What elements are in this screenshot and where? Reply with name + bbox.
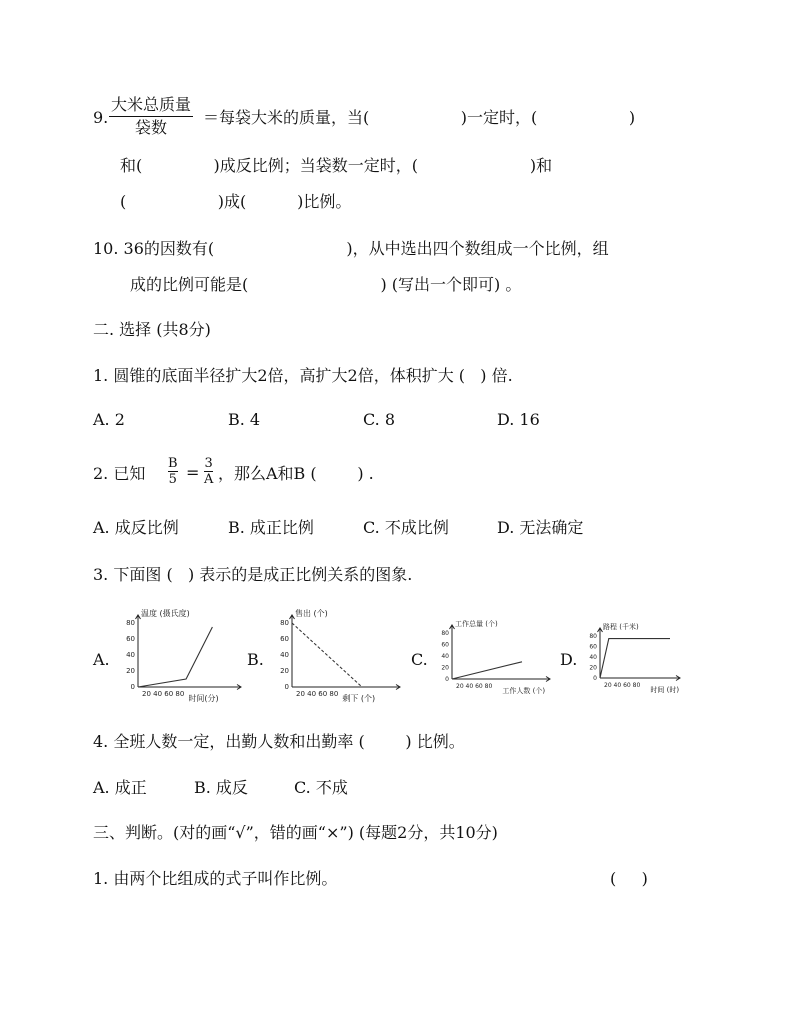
- graph-series-line: [452, 662, 522, 679]
- s2-q2-equals: =: [186, 463, 200, 482]
- x-axis-label: 时间(分): [188, 694, 219, 703]
- s2-q1-option-b: B. 4: [228, 410, 261, 429]
- x-axis-label: 时间 (时): [650, 686, 680, 694]
- graph-b: [272, 605, 412, 705]
- graph-a: [118, 605, 253, 705]
- s2-q2-fraction-1: [168, 456, 178, 487]
- q9-line1: ＝每袋大米的质量，当( )一定时，( ): [203, 108, 636, 127]
- s2-q1-option-c: C. 8: [363, 410, 396, 429]
- y-tick-label: 0: [593, 675, 597, 682]
- y-tick-label: 80: [441, 630, 449, 637]
- s2-q3-letter-b: B.: [247, 650, 264, 669]
- s2-q3-letter-c: C.: [411, 650, 428, 669]
- q9-fraction-numerator: 大米总质量: [109, 95, 193, 117]
- y-axis-label: 温度 (摄氏度): [141, 609, 190, 618]
- y-tick-label: 80: [280, 619, 289, 627]
- x-tick-labels: 20 40 60 80: [296, 690, 339, 698]
- s2-q2-option-d: D. 无法确定: [497, 518, 584, 537]
- s2-q3-letter-d: D.: [560, 650, 578, 669]
- y-tick-label: 80: [589, 633, 597, 640]
- x-tick-labels: 20 40 60 80: [142, 690, 185, 698]
- graph-c: [432, 615, 562, 697]
- y-tick-label: 60: [589, 643, 597, 651]
- s2-q2-fraction-1-den: 5: [168, 472, 177, 487]
- s2-q4-text: 4. 全班人数一定，出勤人数和出勤率 ( ) 比例。: [93, 732, 465, 751]
- y-tick-label: 20: [441, 664, 449, 672]
- s2-q4-option-b: B. 成反: [194, 778, 248, 797]
- y-axis-label: 售出 (个): [295, 609, 328, 618]
- x-axis-label: 工作人数 (个): [502, 687, 546, 695]
- graph-series-line: [292, 623, 362, 687]
- graph-series-line: [138, 627, 212, 687]
- q9-line2: 和( )成反比例；当袋数一定时，( )和: [120, 156, 553, 175]
- s2-q2-fraction-2: [204, 456, 213, 487]
- s3-q1-answer-blank[interactable]: ( ): [610, 869, 648, 888]
- y-tick-label: 0: [445, 676, 449, 683]
- x-tick-labels: 20 40 60 80: [456, 683, 493, 690]
- s2-q1-text: 1. 圆锥的底面半径扩大2倍，高扩大2倍，体积扩大 ( ) 倍.: [93, 366, 513, 385]
- y-tick-label: 60: [126, 635, 135, 643]
- s2-q2-fraction-2-den: A: [204, 472, 214, 487]
- graph-series-line: [600, 639, 670, 678]
- s2-q4-option-a: A. 成正: [93, 778, 147, 797]
- q10-line1: 10. 36的因数有( )，从中选出四个数组成一个比例，组: [93, 239, 609, 258]
- y-tick-label: 40: [280, 651, 289, 659]
- section2-title: 二. 选择 (共8分): [93, 320, 211, 339]
- s2-q3-letter-a: A.: [93, 650, 110, 669]
- y-tick-label: 0: [130, 683, 135, 691]
- x-axis-label: 剩下 (个): [342, 694, 376, 703]
- y-tick-label: 40: [589, 654, 597, 661]
- y-tick-label: 20: [126, 667, 135, 675]
- y-tick-label: 40: [126, 651, 135, 659]
- y-tick-label: 0: [284, 683, 289, 691]
- y-axis-label: 路程 (千米): [603, 623, 639, 631]
- y-tick-label: 20: [589, 664, 597, 672]
- y-tick-label: 20: [280, 667, 289, 675]
- graph-d: [580, 618, 692, 696]
- q9-line3: ( )成( )比例。: [120, 192, 352, 211]
- s2-q4-option-c: C. 不成: [294, 778, 348, 797]
- q9-fraction: [109, 95, 193, 138]
- x-tick-labels: 20 40 60 80: [604, 682, 641, 689]
- q9-fraction-denominator: 袋数: [135, 118, 168, 137]
- s2-q2-option-a: A. 成反比例: [93, 518, 179, 537]
- s3-q1-text: 1. 由两个比组成的式子叫作比例。: [93, 869, 338, 888]
- s2-q2-fraction-2-num: 3: [204, 456, 213, 471]
- s2-q2-option-c: C. 不成比例: [363, 518, 449, 537]
- y-tick-label: 60: [441, 641, 449, 649]
- y-tick-label: 40: [441, 653, 449, 660]
- s2-q1-option-a: A. 2: [93, 410, 125, 429]
- y-tick-label: 80: [126, 619, 135, 627]
- y-axis-label: 工作总量 (个): [455, 620, 498, 628]
- s2-q3-text: 3. 下面图 ( ) 表示的是成正比例关系的图象.: [93, 565, 413, 584]
- s2-q2-option-b: B. 成正比例: [228, 518, 314, 537]
- y-tick-label: 60: [280, 635, 289, 643]
- s2-q1-option-d: D. 16: [497, 410, 540, 429]
- s2-q2-fraction-1-num: B: [168, 456, 178, 471]
- q10-line2: 成的比例可能是( ) (写出一个即可) 。: [130, 275, 522, 294]
- s2-q2-prefix: 2. 已知: [93, 464, 146, 483]
- q9-number: 9.: [93, 108, 109, 127]
- section3-title: 三、判断。(对的画“√”，错的画“×”) (每题2分，共10分): [93, 823, 498, 842]
- s2-q2-suffix: ，那么A和B ( ) .: [218, 464, 374, 483]
